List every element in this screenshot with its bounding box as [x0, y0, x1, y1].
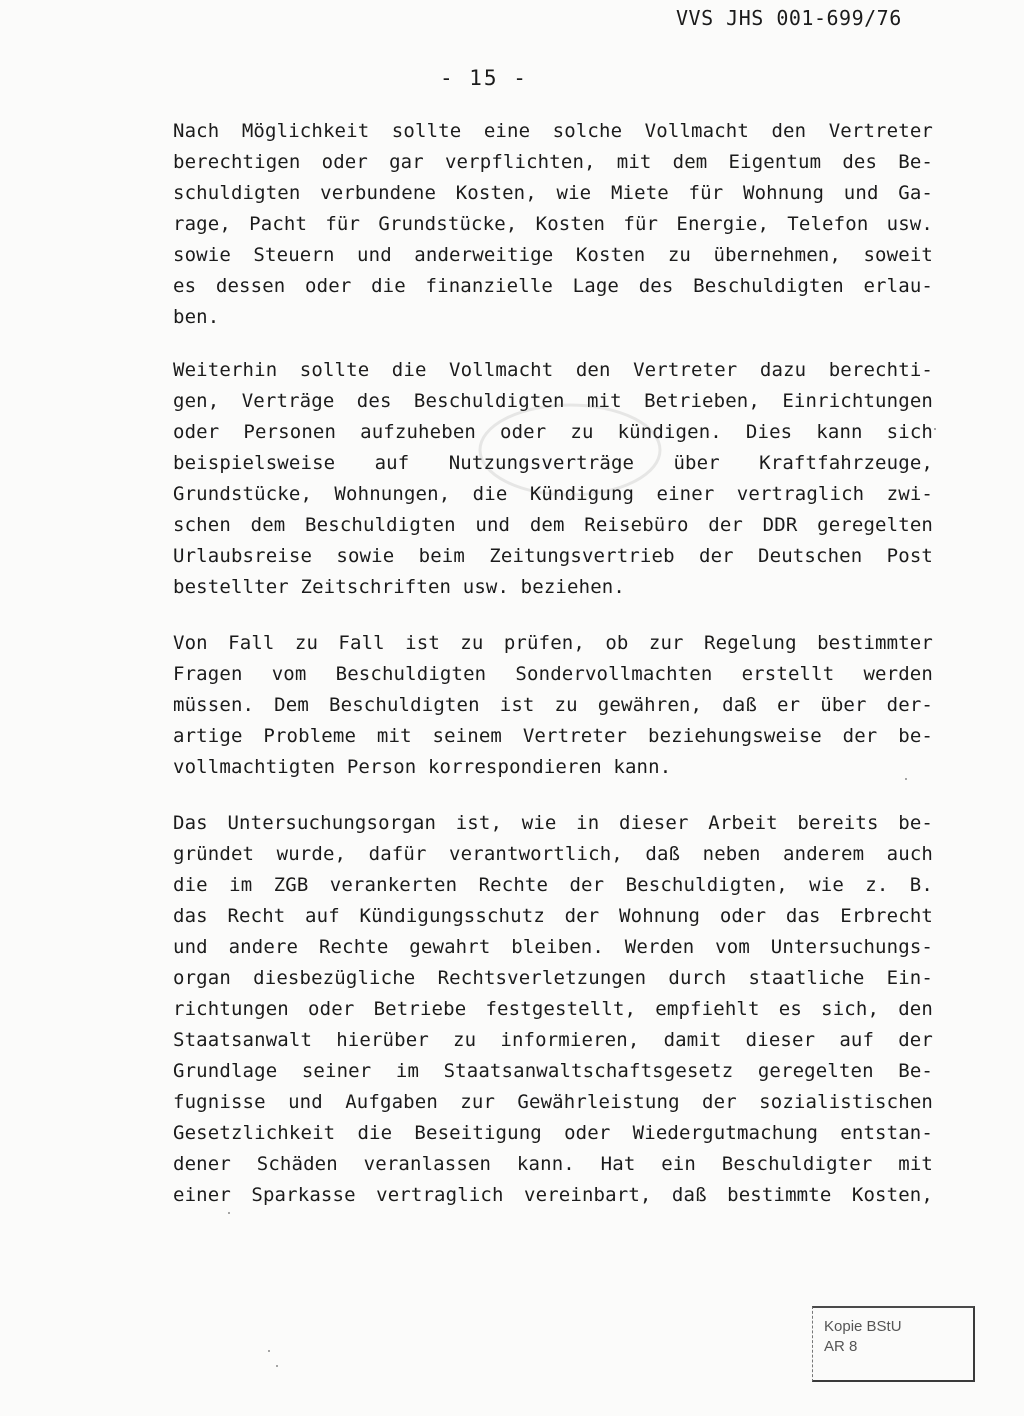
text-line: ben.	[173, 306, 220, 328]
text-line: schuldigten verbundene Kosten, wie Miete für Wohnung und Ga-	[173, 182, 933, 204]
text-line: müssen. Dem Beschuldigten ist zu gewähren, daß er über der-	[173, 694, 933, 716]
scan-speck	[228, 1212, 230, 1214]
text-line: rage, Pacht für Grundstücke, Kosten für Energie, Telefon usw.	[173, 213, 933, 235]
text-line: gründet wurde, dafür verantwortlich, daß neben anderem auch	[173, 843, 933, 865]
text-line: Weiterhin sollte die Vollmacht den Vertreter dazu berechti-	[173, 359, 933, 381]
text-line: Fragen vom Beschuldigten Sondervollmachten erstellt werden	[173, 663, 933, 685]
page-number: - 15 -	[440, 66, 528, 90]
text-line: sowie Steuern und anderweitige Kosten zu übernehmen, soweit	[173, 244, 933, 266]
text-line: Nach Möglichkeit sollte eine solche Vollmacht den Vertreter	[173, 120, 933, 142]
text-line: richtungen oder Betriebe festgestellt, empfiehlt es sich, den	[173, 998, 933, 1020]
scan-speck	[905, 778, 907, 780]
text-line: Grundstücke, Wohnungen, die Kündigung einer vertraglich zwi-	[173, 483, 933, 505]
text-line: gen, Verträge des Beschuldigten mit Betrieben, Einrichtungen	[173, 390, 933, 412]
text-line: Grundlage seiner im Staatsanwaltschaftsgesetz geregelten Be-	[173, 1060, 933, 1082]
text-line: vollmachtigten Person korrespondieren kann.	[173, 756, 672, 778]
text-line: bestellter Zeitschriften usw. beziehen.	[173, 576, 625, 598]
stamp-line-2: AR 8	[824, 1338, 858, 1355]
stamp-line-1: Kopie BStU	[824, 1318, 902, 1335]
archive-stamp	[812, 1306, 976, 1382]
text-line: einer Sparkasse vertraglich vereinbart, daß bestimmte Kosten,	[173, 1184, 933, 1206]
text-line: berechtigen oder gar verpflichten, mit dem Eigentum des Be-	[173, 151, 933, 173]
text-line: dener Schäden veranlassen kann. Hat ein Beschuldigter mit	[173, 1153, 933, 1175]
paragraph-3	[173, 628, 933, 783]
text-line: artige Probleme mit seinem Vertreter beziehungsweise der be-	[173, 725, 933, 747]
scan-speck	[276, 1365, 278, 1367]
scan-speck	[268, 1350, 270, 1352]
text-line: Gesetzlichkeit die Beseitigung oder Wiedergutmachung entstan-	[173, 1122, 933, 1144]
text-line: und andere Rechte gewahrt bleiben. Werden vom Untersuchungs-	[173, 936, 933, 958]
text-line: Das Untersuchungsorgan ist, wie in dieser Arbeit bereits be-	[173, 812, 933, 834]
paragraph-1	[173, 116, 933, 333]
text-line: fugnisse und Aufgaben zur Gewährleistung der sozialistischen	[173, 1091, 933, 1113]
faint-stamp-mark	[470, 395, 670, 505]
text-line: oder Personen aufzuheben oder zu kündigen. Dies kann sich	[173, 421, 933, 443]
text-line: Urlaubsreise sowie beim Zeitungsvertrieb der Deutschen Post	[173, 545, 933, 567]
text-line: beispielsweise auf Nutzungsverträge über Kraftfahrzeuge,	[173, 452, 933, 474]
text-line: schen dem Beschuldigten und dem Reisebüro der DDR geregelten	[173, 514, 933, 536]
document-reference: VVS JHS 001-699/76	[676, 6, 902, 30]
text-line: es dessen oder die finanzielle Lage des Beschuldigten erlau-	[173, 275, 933, 297]
paragraph-4	[173, 808, 933, 1211]
text-line: Staatsanwalt hierüber zu informieren, damit dieser auf der	[173, 1029, 933, 1051]
text-line: das Recht auf Kündigungsschutz der Wohnung oder das Erbrecht	[173, 905, 933, 927]
text-line: Von Fall zu Fall ist zu prüfen, ob zur Regelung bestimmter	[173, 632, 933, 654]
text-line: die im ZGB verankerten Rechte der Beschuldigten, wie z. B.	[173, 874, 933, 896]
scan-speck	[934, 428, 936, 430]
text-line: organ diesbezügliche Rechtsverletzungen durch staatliche Ein-	[173, 967, 933, 989]
